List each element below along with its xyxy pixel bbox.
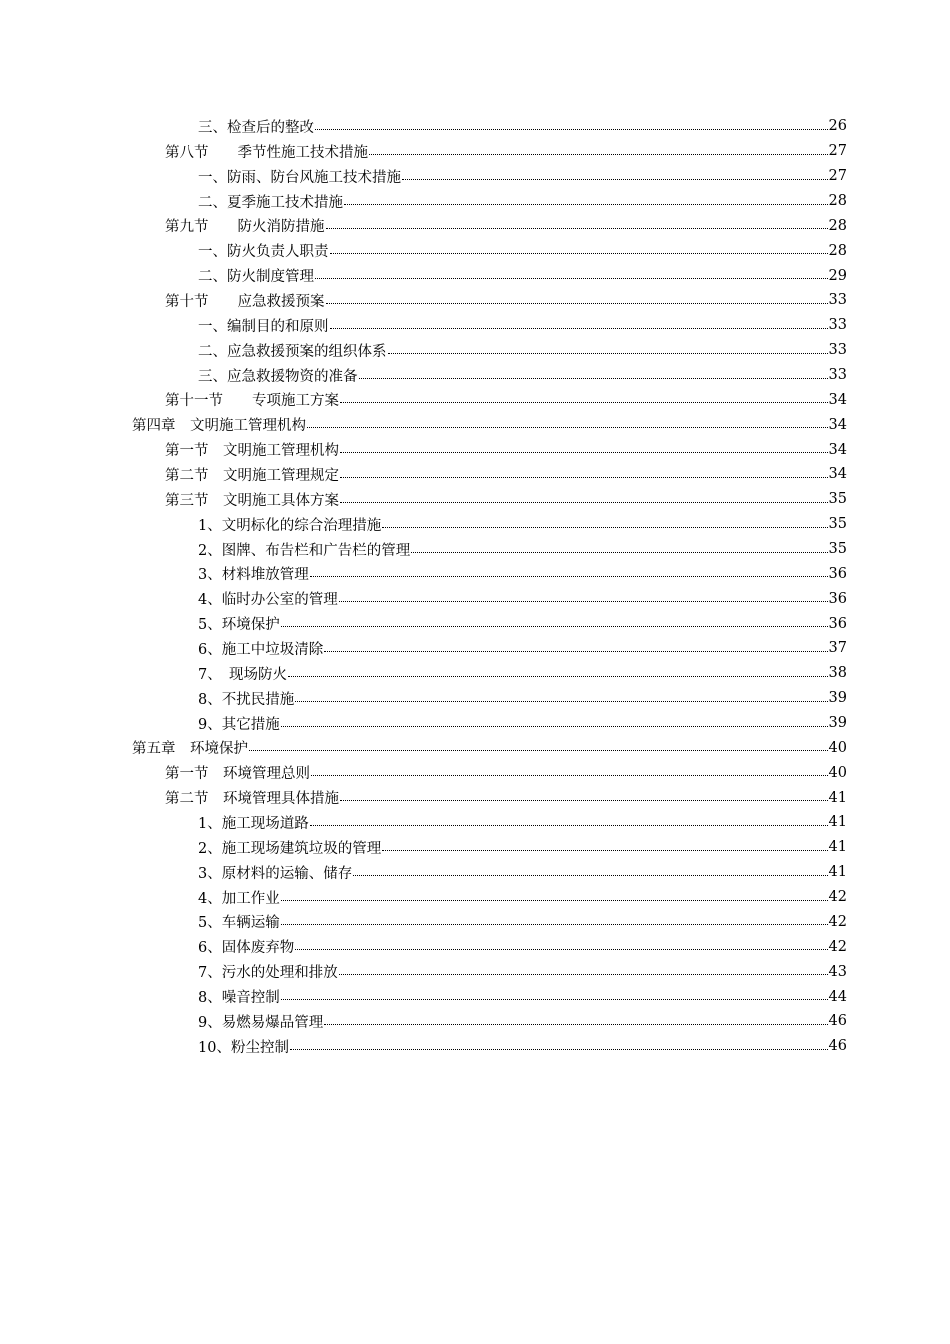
dot-leader bbox=[310, 825, 828, 826]
toc-entry-title: 一、防雨、防台风施工技术措施 bbox=[198, 169, 401, 186]
toc-entry-title: 5、车辆运输 bbox=[198, 915, 280, 932]
dot-leader bbox=[281, 999, 828, 1000]
toc-entry-page-number: 33 bbox=[828, 367, 847, 384]
dot-leader bbox=[330, 328, 828, 329]
toc-entry-page-number: 35 bbox=[828, 541, 847, 558]
dot-leader bbox=[295, 701, 827, 702]
toc-entry-page-number: 43 bbox=[828, 963, 847, 980]
toc-entry-title: 第四章 文明施工管理机构 bbox=[132, 418, 306, 435]
dot-leader bbox=[281, 924, 828, 925]
toc-entry[interactable] bbox=[0, 164, 950, 189]
toc-entry-page-number: 46 bbox=[828, 1013, 847, 1030]
toc-entry-page-number: 37 bbox=[828, 640, 847, 657]
toc-entry[interactable] bbox=[0, 412, 950, 437]
toc-entry[interactable] bbox=[0, 288, 950, 313]
toc-entry[interactable] bbox=[0, 810, 950, 835]
dot-leader bbox=[249, 750, 828, 751]
toc-entry[interactable] bbox=[0, 910, 950, 935]
toc-entry-page-number: 34 bbox=[828, 441, 847, 458]
toc-entry-page-number: 33 bbox=[828, 292, 847, 309]
toc-entry-page-number: 41 bbox=[828, 814, 847, 831]
toc-entry-page-number: 29 bbox=[828, 267, 847, 284]
dot-leader bbox=[344, 204, 828, 205]
toc-entry-title: 第五章 环境保护 bbox=[132, 741, 248, 758]
dot-leader bbox=[311, 775, 828, 776]
toc-entry-title: 第三节 文明施工具体方案 bbox=[165, 492, 339, 509]
toc-entry-page-number: 40 bbox=[828, 764, 847, 781]
toc-entry[interactable] bbox=[0, 213, 950, 238]
toc-entry-title: 2、图牌、布告栏和广告栏的管理 bbox=[198, 542, 411, 559]
dot-leader bbox=[382, 850, 827, 851]
toc-entry-title: 三、检查后的整改 bbox=[198, 119, 314, 136]
toc-entry-title: 8、不扰民措施 bbox=[198, 691, 295, 708]
toc-entry-title: 一、防火负责人职责 bbox=[198, 244, 329, 261]
dot-leader bbox=[288, 676, 828, 677]
toc-entry[interactable] bbox=[0, 487, 950, 512]
dot-leader bbox=[307, 427, 828, 428]
toc-entry[interactable] bbox=[0, 263, 950, 288]
dot-leader bbox=[326, 228, 828, 229]
toc-entry-title: 第十节 应急救援预案 bbox=[165, 293, 325, 310]
toc-entry[interactable] bbox=[0, 189, 950, 214]
toc-entry[interactable] bbox=[0, 686, 950, 711]
toc-entry-page-number: 46 bbox=[828, 1038, 847, 1055]
dot-leader bbox=[353, 875, 827, 876]
dot-leader bbox=[340, 800, 828, 801]
toc-entry-title: 10、粉尘控制 bbox=[198, 1039, 289, 1056]
toc-entry-title: 第二节 环境管理具体措施 bbox=[165, 791, 339, 808]
toc-entry-page-number: 40 bbox=[828, 739, 847, 756]
toc-entry-page-number: 36 bbox=[828, 565, 847, 582]
toc-entry-title: 1、文明标化的综合治理措施 bbox=[198, 517, 382, 534]
dot-leader bbox=[340, 502, 828, 503]
dot-leader bbox=[382, 527, 827, 528]
toc-entry-page-number: 27 bbox=[828, 143, 847, 160]
dot-leader bbox=[369, 154, 828, 155]
toc-entry-title: 6、施工中垃圾清除 bbox=[198, 641, 324, 658]
toc-entry-page-number: 28 bbox=[828, 242, 847, 259]
toc-entry-page-number: 42 bbox=[828, 913, 847, 930]
toc-entry-page-number: 28 bbox=[828, 217, 847, 234]
toc-entry-page-number: 38 bbox=[828, 665, 847, 682]
toc-entry[interactable] bbox=[0, 338, 950, 363]
dot-leader bbox=[339, 974, 828, 975]
dot-leader bbox=[339, 601, 828, 602]
toc-entry[interactable] bbox=[0, 238, 950, 263]
toc-entry[interactable] bbox=[0, 387, 950, 412]
dot-leader bbox=[290, 1049, 828, 1050]
toc-entry-page-number: 35 bbox=[828, 491, 847, 508]
dot-leader bbox=[388, 353, 828, 354]
toc-entry-title: 第二节 文明施工管理规定 bbox=[165, 467, 339, 484]
toc-entry-title: 6、固体废弃物 bbox=[198, 940, 295, 957]
toc-entry[interactable] bbox=[0, 313, 950, 338]
toc-entry-title: 3、材料堆放管理 bbox=[198, 567, 309, 584]
toc-entry-page-number: 35 bbox=[828, 516, 847, 533]
toc-entry-title: 2、施工现场建筑垃圾的管理 bbox=[198, 840, 382, 857]
toc-entry-title: 5、环境保护 bbox=[198, 617, 280, 634]
toc-entry-page-number: 44 bbox=[828, 988, 847, 1005]
toc-entry-page-number: 42 bbox=[828, 938, 847, 955]
toc-entry-title: 一、编制目的和原则 bbox=[198, 318, 329, 335]
toc-entry-page-number: 39 bbox=[828, 715, 847, 732]
toc-entry-title: 7、污水的处理和排放 bbox=[198, 965, 338, 982]
toc-entry-page-number: 34 bbox=[828, 416, 847, 433]
toc-entry[interactable] bbox=[0, 760, 950, 785]
toc-entry-title: 8、噪音控制 bbox=[198, 990, 280, 1006]
toc-entry-title: 第八节 季节性施工技术措施 bbox=[165, 144, 368, 161]
dot-leader bbox=[340, 402, 828, 403]
toc-entry-title: 第一节 环境管理总则 bbox=[165, 766, 310, 783]
toc-entry[interactable] bbox=[0, 537, 950, 562]
dot-leader bbox=[310, 576, 828, 577]
toc-entry[interactable] bbox=[0, 462, 950, 487]
toc-entry[interactable] bbox=[0, 512, 950, 537]
toc-entry-title: 第十一节 专项施工方案 bbox=[165, 393, 339, 410]
toc-entry-page-number: 41 bbox=[828, 839, 847, 856]
toc-entry[interactable] bbox=[0, 1009, 950, 1034]
dot-leader bbox=[411, 552, 827, 553]
toc-entry[interactable] bbox=[0, 636, 950, 661]
toc-entry[interactable] bbox=[0, 735, 950, 760]
dot-leader bbox=[340, 477, 828, 478]
toc-entry[interactable] bbox=[0, 1034, 950, 1059]
dot-leader bbox=[281, 626, 828, 627]
toc-entry-page-number: 34 bbox=[828, 466, 847, 483]
toc-entry-title: 3、原材料的运输、储存 bbox=[198, 865, 353, 882]
toc-entry-page-number: 36 bbox=[828, 615, 847, 632]
toc-entry[interactable] bbox=[0, 959, 950, 984]
toc-entry[interactable] bbox=[0, 984, 950, 1009]
toc-entry-page-number: 36 bbox=[828, 590, 847, 607]
toc-entry-title: 4、临时办公室的管理 bbox=[198, 592, 338, 609]
toc-entry[interactable] bbox=[0, 114, 950, 139]
toc-entry[interactable] bbox=[0, 835, 950, 860]
dot-leader bbox=[315, 278, 828, 279]
dot-leader bbox=[340, 452, 828, 453]
dot-leader bbox=[295, 949, 827, 950]
toc-entry-title: 二、防火制度管理 bbox=[198, 269, 314, 286]
dot-leader bbox=[402, 179, 828, 180]
toc-entry-title: 1、施工现场道路 bbox=[198, 815, 309, 832]
toc-entry[interactable] bbox=[0, 885, 950, 910]
toc-entry[interactable] bbox=[0, 934, 950, 959]
toc-entry-title: 7、 现场防火 bbox=[198, 666, 287, 683]
toc-entry-page-number: 33 bbox=[828, 342, 847, 359]
toc-entry-page-number: 41 bbox=[828, 864, 847, 881]
toc-entry[interactable] bbox=[0, 785, 950, 810]
toc-entry-title: 二、夏季施工技术措施 bbox=[198, 194, 343, 211]
toc-entry-page-number: 27 bbox=[828, 168, 847, 185]
toc-entry[interactable] bbox=[0, 860, 950, 885]
toc-entry[interactable] bbox=[0, 437, 950, 462]
toc-entry-title: 9、易燃易爆品管理 bbox=[198, 1014, 324, 1031]
toc-entry-page-number: 39 bbox=[828, 690, 847, 707]
toc-entry-page-number: 42 bbox=[828, 889, 847, 906]
toc-entry-title: 二、应急救援预案的组织体系 bbox=[198, 343, 387, 360]
toc-entry-page-number: 26 bbox=[828, 118, 847, 135]
toc-entry-page-number: 33 bbox=[828, 317, 847, 334]
toc-entry[interactable] bbox=[0, 586, 950, 611]
toc-entry-page-number: 28 bbox=[828, 193, 847, 209]
dot-leader bbox=[281, 726, 828, 727]
dot-leader bbox=[326, 303, 828, 304]
dot-leader bbox=[359, 378, 828, 379]
toc-entry-page-number: 34 bbox=[828, 391, 847, 408]
dot-leader bbox=[324, 1024, 827, 1025]
dot-leader bbox=[281, 900, 828, 901]
dot-leader bbox=[330, 253, 828, 254]
toc-entry[interactable] bbox=[0, 139, 950, 164]
table-of-contents bbox=[0, 114, 950, 1059]
dot-leader bbox=[324, 651, 827, 652]
toc-entry-title: 三、应急救援物资的准备 bbox=[198, 368, 358, 385]
dot-leader bbox=[315, 129, 828, 130]
toc-entry-page-number: 41 bbox=[828, 789, 847, 806]
toc-entry-title: 第九节 防火消防措施 bbox=[165, 219, 325, 236]
toc-entry[interactable] bbox=[0, 661, 950, 686]
toc-entry-title: 第一节 文明施工管理机构 bbox=[165, 443, 339, 460]
toc-entry-title: 4、加工作业 bbox=[198, 890, 280, 907]
toc-entry[interactable] bbox=[0, 561, 950, 586]
toc-entry[interactable] bbox=[0, 711, 950, 736]
toc-entry-title: 9、其它措施 bbox=[198, 716, 280, 733]
toc-entry[interactable] bbox=[0, 363, 950, 388]
toc-entry[interactable] bbox=[0, 611, 950, 636]
